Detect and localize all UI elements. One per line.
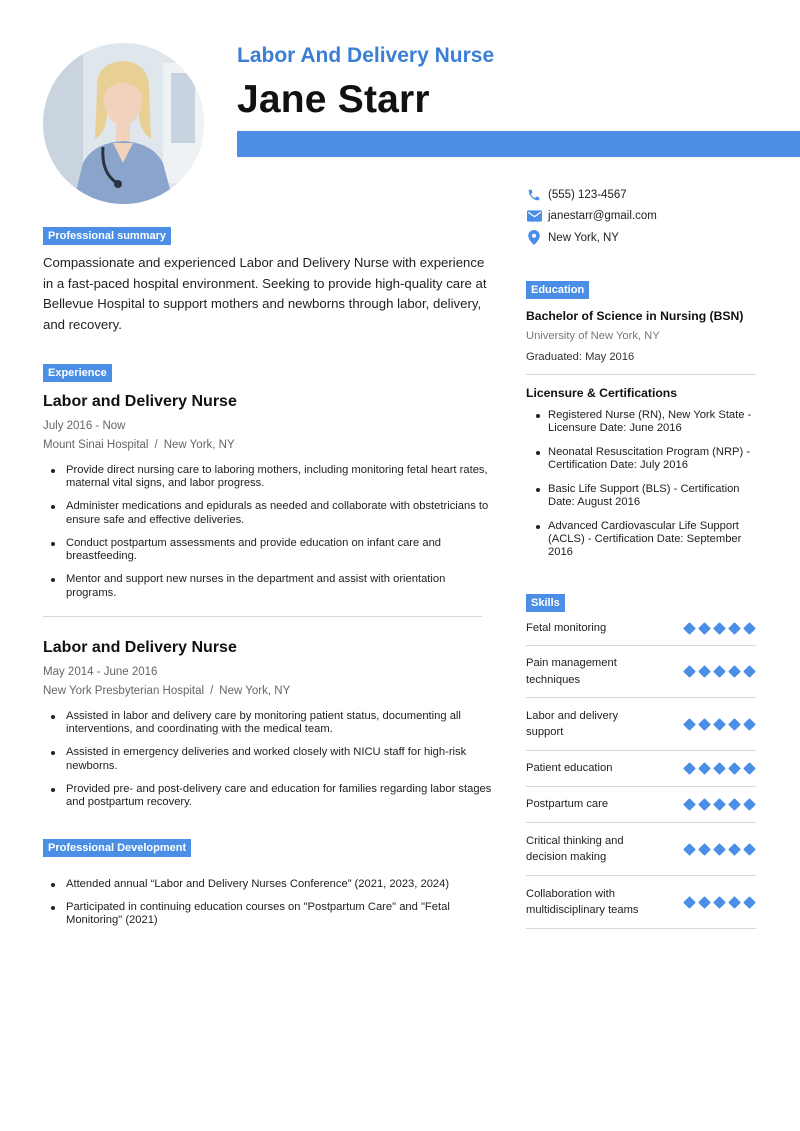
summary-tag: Professional summary: [43, 227, 171, 245]
experience-entry: [43, 393, 495, 610]
skill-row: [526, 787, 756, 823]
job-bullets: [43, 710, 495, 810]
location-text: New York, NY: [548, 231, 619, 244]
list-item: Registered Nurse (RN), New York State - Licensure Date: June 2016: [526, 409, 756, 435]
header-job-title: Labor And Delivery Nurse: [237, 44, 495, 67]
rating-diamond-icon: [743, 798, 756, 811]
rating-diamond-icon: [698, 843, 711, 856]
degree-title: Bachelor of Science in Nursing (BSN): [526, 309, 744, 323]
list-item: Participated in continuing education courses on "Postpartum Care" and "Fetal Monitoring" (2021): [43, 901, 495, 928]
rating-diamond-icon: [743, 762, 756, 775]
rating-diamond-icon: [728, 762, 741, 775]
skill-row: [526, 646, 756, 698]
rating-diamond-icon: [683, 718, 696, 731]
nurse-portrait-image: [43, 43, 204, 204]
skill-label: Postpartum care: [526, 798, 609, 811]
development-tag: Professional Development: [43, 839, 191, 857]
contact-email[interactable]: [526, 206, 657, 228]
skills-list: [526, 611, 756, 929]
job-bullets: [43, 464, 495, 600]
job-dates: July 2016 - Now: [43, 420, 126, 432]
job-title: Labor and Delivery Nurse: [43, 639, 237, 656]
skill-label: Critical thinking and decision making: [526, 834, 624, 863]
list-item: Mentor and support new nurses in the department and assist with orientation programs.: [43, 573, 495, 600]
rating-diamond-icon: [683, 798, 696, 811]
rating-diamond-icon: [713, 665, 726, 678]
rating-diamond-icon: [683, 665, 696, 678]
education-section-heading: [526, 280, 756, 299]
rating-diamond-icon: [743, 896, 756, 909]
skill-rating: [683, 718, 756, 731]
list-item: Attended annual “Labor and Delivery Nurses Conference” (2021, 2023, 2024): [43, 878, 495, 891]
phone-text: (555) 123-4567: [548, 188, 627, 201]
rating-diamond-icon: [728, 843, 741, 856]
skill-rating: [683, 798, 756, 811]
email-icon: [526, 208, 542, 224]
skill-rating: [683, 762, 756, 775]
rating-diamond-icon: [713, 622, 726, 635]
header-accent-bar: [237, 131, 800, 157]
summary-text: Compassionate and experienced Labor and Delivery Nurse with experience in a fast-paced hospital environment. Seeking to provide high-quality care at Bellevue Hospital to support mothers and newborns through labor, delivery, and recovery.: [43, 255, 487, 332]
list-item: Provided pre- and post-delivery care and education for families regarding labor stages and postpartum recovery.: [43, 783, 495, 810]
job-employer: Mount Sinai Hospital: [43, 439, 149, 451]
rating-diamond-icon: [728, 798, 741, 811]
rating-diamond-icon: [713, 798, 726, 811]
development-list: [43, 878, 495, 937]
job-location: New York, NY: [163, 439, 235, 451]
skill-rating: [683, 896, 756, 909]
rating-diamond-icon: [743, 718, 756, 731]
contact-block: [526, 184, 657, 249]
rating-diamond-icon: [743, 843, 756, 856]
rating-diamond-icon: [683, 762, 696, 775]
list-item: Provide direct nursing care to laboring mothers, including monitoring fetal heart rates, maternal vital signs, and labor progress.: [43, 464, 495, 491]
list-item: Assisted in emergency deliveries and worked closely with NICU staff for high-risk newborns.: [43, 746, 495, 773]
list-item: Conduct postpartum assessments and provide education on infant care and breastfeeding.: [43, 537, 495, 564]
separator: /: [154, 439, 158, 451]
licensure-heading: Licensure & Certifications: [526, 386, 678, 400]
licensure-list: [526, 409, 756, 570]
rating-diamond-icon: [728, 718, 741, 731]
school-name: University of New York, NY: [526, 330, 660, 342]
skill-rating: [683, 665, 756, 678]
skill-rating: [683, 622, 756, 635]
contact-phone[interactable]: [526, 184, 657, 206]
phone-icon: [526, 187, 542, 203]
skill-label: Labor and delivery support: [526, 709, 619, 738]
graduation-date: Graduated: May 2016: [526, 351, 635, 363]
rating-diamond-icon: [683, 622, 696, 635]
summary-section-heading: [43, 226, 495, 245]
education-tag: Education: [526, 281, 589, 299]
list-item: Administer medications and epidurals as needed and collaborate with obstetricians to ensure safe and effective deliveries.: [43, 500, 495, 527]
skills-tag: Skills: [526, 594, 565, 612]
rating-diamond-icon: [743, 665, 756, 678]
rating-diamond-icon: [698, 762, 711, 775]
contact-location: [526, 227, 657, 249]
job-location: New York, NY: [219, 685, 291, 697]
experience-section-heading: [43, 363, 495, 382]
job-employer-location: [43, 685, 495, 697]
rating-diamond-icon: [698, 718, 711, 731]
rating-diamond-icon: [698, 665, 711, 678]
profile-photo: [43, 43, 204, 204]
education-divider: [526, 374, 756, 375]
list-item: Advanced Cardiovascular Life Support (ACLS) - Certification Date: September 2016: [526, 520, 756, 560]
rating-diamond-icon: [683, 896, 696, 909]
rating-diamond-icon: [728, 896, 741, 909]
skill-row: [526, 823, 756, 876]
rating-diamond-icon: [713, 843, 726, 856]
rating-diamond-icon: [698, 896, 711, 909]
rating-diamond-icon: [728, 622, 741, 635]
list-item: Neonatal Resuscitation Program (NRP) - Certification Date: July 2016: [526, 446, 756, 472]
job-dates: May 2014 - June 2016: [43, 666, 158, 678]
skill-label: Patient education: [526, 762, 613, 775]
job-title: Labor and Delivery Nurse: [43, 393, 237, 410]
skill-label: Pain management techniques: [526, 657, 617, 686]
candidate-name: Jane Starr: [237, 78, 430, 121]
email-text: janestarr@gmail.com: [548, 210, 657, 223]
job-employer-location: [43, 439, 495, 451]
rating-diamond-icon: [728, 665, 741, 678]
skill-row: [526, 698, 756, 751]
development-section-heading: [43, 838, 495, 857]
rating-diamond-icon: [713, 896, 726, 909]
job-employer: New York Presbyterian Hospital: [43, 685, 205, 697]
rating-diamond-icon: [698, 798, 711, 811]
skill-row: [526, 751, 756, 787]
experience-tag: Experience: [43, 364, 112, 382]
rating-diamond-icon: [698, 622, 711, 635]
skill-row: [526, 611, 756, 646]
rating-diamond-icon: [713, 718, 726, 731]
rating-diamond-icon: [683, 843, 696, 856]
list-item: Basic Life Support (BLS) - Certification Date: August 2016: [526, 483, 756, 509]
skill-label: Collaboration with multidisciplinary teams: [526, 887, 639, 916]
location-pin-icon: [526, 230, 542, 246]
skills-section-heading: [526, 593, 756, 612]
experience-entry: [43, 639, 495, 819]
experience-divider: [43, 616, 482, 617]
list-item: Assisted in labor and delivery care by monitoring patient status, documenting all interventions, and coordinating with the medical team.: [43, 710, 495, 737]
rating-diamond-icon: [743, 622, 756, 635]
skill-rating: [683, 843, 756, 856]
separator: /: [210, 685, 214, 697]
rating-diamond-icon: [713, 762, 726, 775]
skill-label: Fetal monitoring: [526, 621, 607, 634]
skill-row: [526, 876, 756, 929]
